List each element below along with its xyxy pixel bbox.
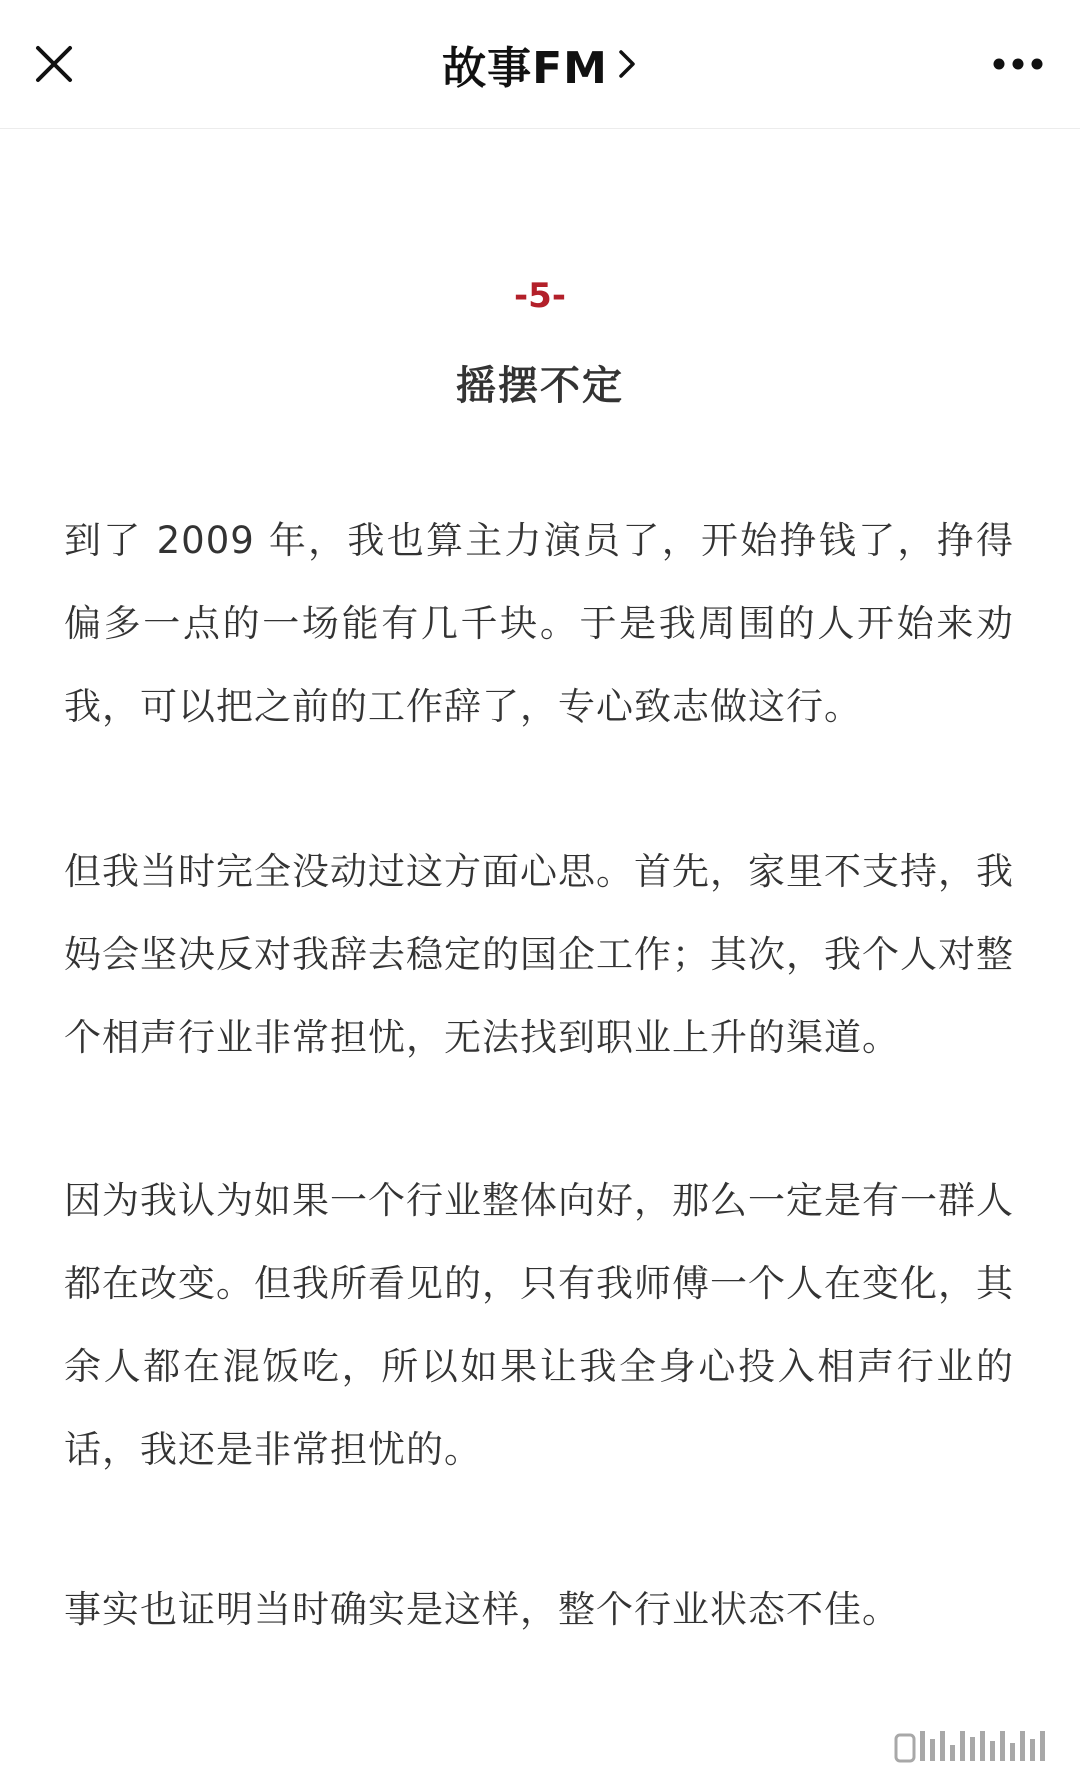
page-title: 故事FM: [442, 43, 608, 94]
top-navigation-bar: [0, 0, 1080, 129]
more-horizontal-icon: [992, 57, 1044, 71]
more-options-button[interactable]: [986, 40, 1050, 88]
account-title-link[interactable]: [442, 32, 638, 96]
article-paragraph: 但我当时完全没动过这方面心思。首先，家里不支持，我妈会坚决反对我辞去稳定的国企工作；其次，我个人对整个相声行业非常担忧，无法找到职业上升的渠道。: [64, 850, 1014, 1059]
article-paragraph: 因为我认为如果一个行业整体向好，那么一定是有一群人都在改变。但我所看见的，只有我师傅一个人在变化，其余人都在混饭吃，所以如果让我全身心投入相声行业的话，我还是非常担忧的。: [64, 1179, 1014, 1471]
nav-title-container: [0, 0, 1080, 128]
article-paragraph: 事实也证明当时确实是这样，整个行业状态不佳。: [64, 1588, 900, 1631]
watermark-logo: [894, 1727, 1054, 1767]
section-title: 摇摆不定: [456, 363, 624, 409]
section-number: -5-: [514, 276, 566, 316]
article-paragraph: 到了 2009 年，我也算主力演员了，开始挣钱了，挣得偏多一点的一场能有几千块。于是我周围的人开始来劝我，可以把之前的工作辞了，专心致志做这行。: [64, 519, 1014, 728]
chevron-right-icon: [616, 47, 638, 81]
